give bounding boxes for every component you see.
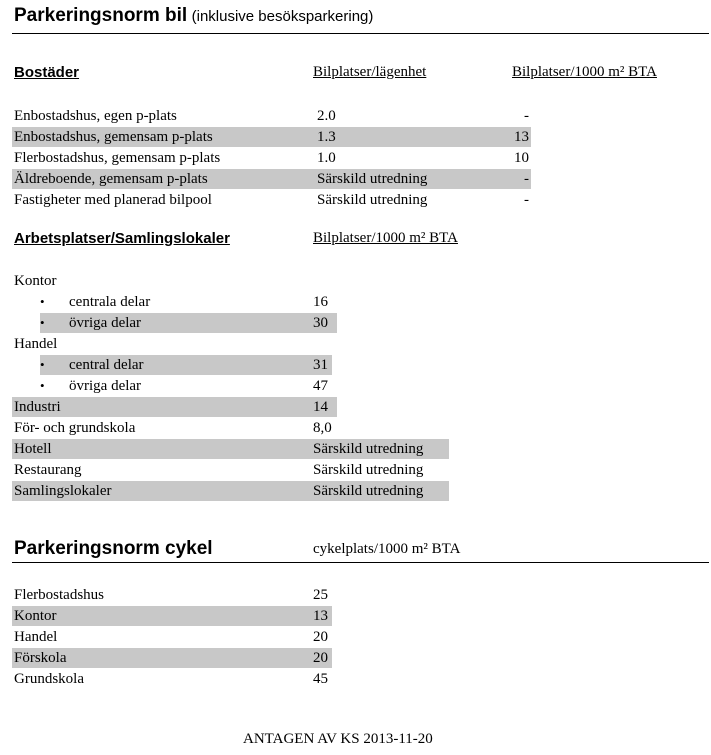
work-row-label: Samlingslokaler — [14, 483, 112, 499]
housing-row — [12, 127, 531, 147]
work-row-label: central delar — [69, 357, 144, 373]
bike-row-label: Kontor — [14, 608, 57, 624]
housing-row-value-2: 10 — [514, 150, 529, 166]
bike-norm-title: Parkeringsnorm cykel — [14, 538, 213, 559]
bike-row-value: 20 — [313, 650, 328, 666]
housing-section-label: Bostäder — [14, 64, 80, 81]
bike-row-value: 45 — [313, 671, 328, 687]
work-row-label: Restaurang — [14, 462, 82, 478]
work-col-header: Bilplatser/1000 m² BTA — [313, 230, 458, 246]
work-row — [12, 460, 449, 480]
work-row — [40, 313, 337, 333]
housing-row — [12, 106, 531, 126]
work-row — [40, 355, 332, 375]
work-row — [12, 271, 337, 291]
housing-row-value-1: 2.0 — [317, 108, 336, 124]
work-row-label: Hotell — [14, 441, 52, 457]
bike-row-value: 25 — [313, 587, 328, 603]
work-row-label: För- och grundskola — [14, 420, 136, 436]
bullet-icon: • — [40, 315, 45, 330]
work-row — [12, 439, 449, 459]
housing-row-value-2: - — [524, 192, 529, 208]
housing-row-value-2: - — [524, 108, 529, 124]
bike-row-label: Grundskola — [14, 671, 84, 687]
work-row — [12, 292, 337, 312]
housing-row-value-1: 1.3 — [317, 129, 336, 145]
bike-col-header: cykelplats/1000 m² BTA — [313, 541, 461, 557]
work-row-label: övriga delar — [69, 378, 142, 394]
bike-row-value: 13 — [313, 608, 328, 624]
car-norm-heading — [14, 5, 373, 27]
work-row — [12, 376, 337, 396]
housing-row-label: Fastigheter med planerad bilpool — [14, 192, 212, 208]
work-row-value: 31 — [313, 357, 328, 373]
bike-row — [12, 585, 332, 605]
bike-row — [12, 606, 332, 626]
housing-row-value-2: 13 — [514, 129, 529, 145]
car-norm-subtitle: (inklusive besöksparkering) — [191, 8, 374, 25]
housing-row-label: Äldreboende, gemensam p-plats — [14, 171, 208, 187]
bike-row-label: Flerbostadshus — [14, 587, 104, 603]
work-row — [12, 397, 337, 417]
work-row-label: Industri — [14, 399, 61, 415]
car-norm-title: Parkeringsnorm bil — [14, 5, 188, 26]
housing-row-value-1: Särskild utredning — [317, 192, 428, 208]
bike-row — [12, 648, 332, 668]
work-row-value: Särskild utredning — [313, 441, 424, 457]
work-row-value: Särskild utredning — [313, 483, 424, 499]
work-row — [12, 334, 337, 354]
work-row-label: centrala delar — [69, 294, 151, 310]
work-row-value: 8,0 — [313, 420, 332, 436]
bike-row-value: 20 — [313, 629, 328, 645]
work-section-label: Arbetsplatser/Samlingslokaler — [14, 230, 230, 247]
housing-row — [12, 169, 531, 189]
housing-row-value-2: - — [524, 171, 529, 187]
housing-row-label: Flerbostadshus, gemensam p-plats — [14, 150, 221, 166]
housing-col2-header: Bilplatser/1000 m² BTA — [512, 64, 657, 80]
housing-row — [12, 190, 531, 210]
work-row-value: 30 — [313, 315, 328, 331]
bullet-icon: • — [40, 294, 45, 309]
work-row-value: Särskild utredning — [313, 462, 424, 478]
work-row-value: 14 — [313, 399, 328, 415]
housing-row-value-1: Särskild utredning — [317, 171, 428, 187]
bike-heading-rule — [12, 562, 709, 563]
bike-row — [12, 669, 332, 689]
bullet-icon: • — [40, 357, 45, 372]
work-row-label: Kontor — [14, 273, 57, 289]
housing-row-label: Enbostadshus, egen p-plats — [14, 108, 177, 124]
car-heading-rule — [12, 33, 709, 34]
bike-row — [12, 627, 332, 647]
housing-row-value-1: 1.0 — [317, 150, 336, 166]
bike-row-label: Handel — [14, 629, 58, 645]
work-row-label: övriga delar — [69, 315, 142, 331]
adoption-footer: ANTAGEN AV KS 2013-11-20 — [243, 731, 433, 747]
bike-row-label: Förskola — [14, 650, 67, 666]
work-row-value: 47 — [313, 378, 328, 394]
work-row-value: 16 — [313, 294, 328, 310]
work-row-label: Handel — [14, 336, 58, 352]
bullet-icon: • — [40, 378, 45, 393]
work-row — [12, 418, 337, 438]
work-row — [12, 481, 449, 501]
housing-row — [12, 148, 531, 168]
housing-row-label: Enbostadshus, gemensam p-plats — [14, 129, 213, 145]
housing-col1-header: Bilplatser/lägenhet — [313, 64, 427, 80]
